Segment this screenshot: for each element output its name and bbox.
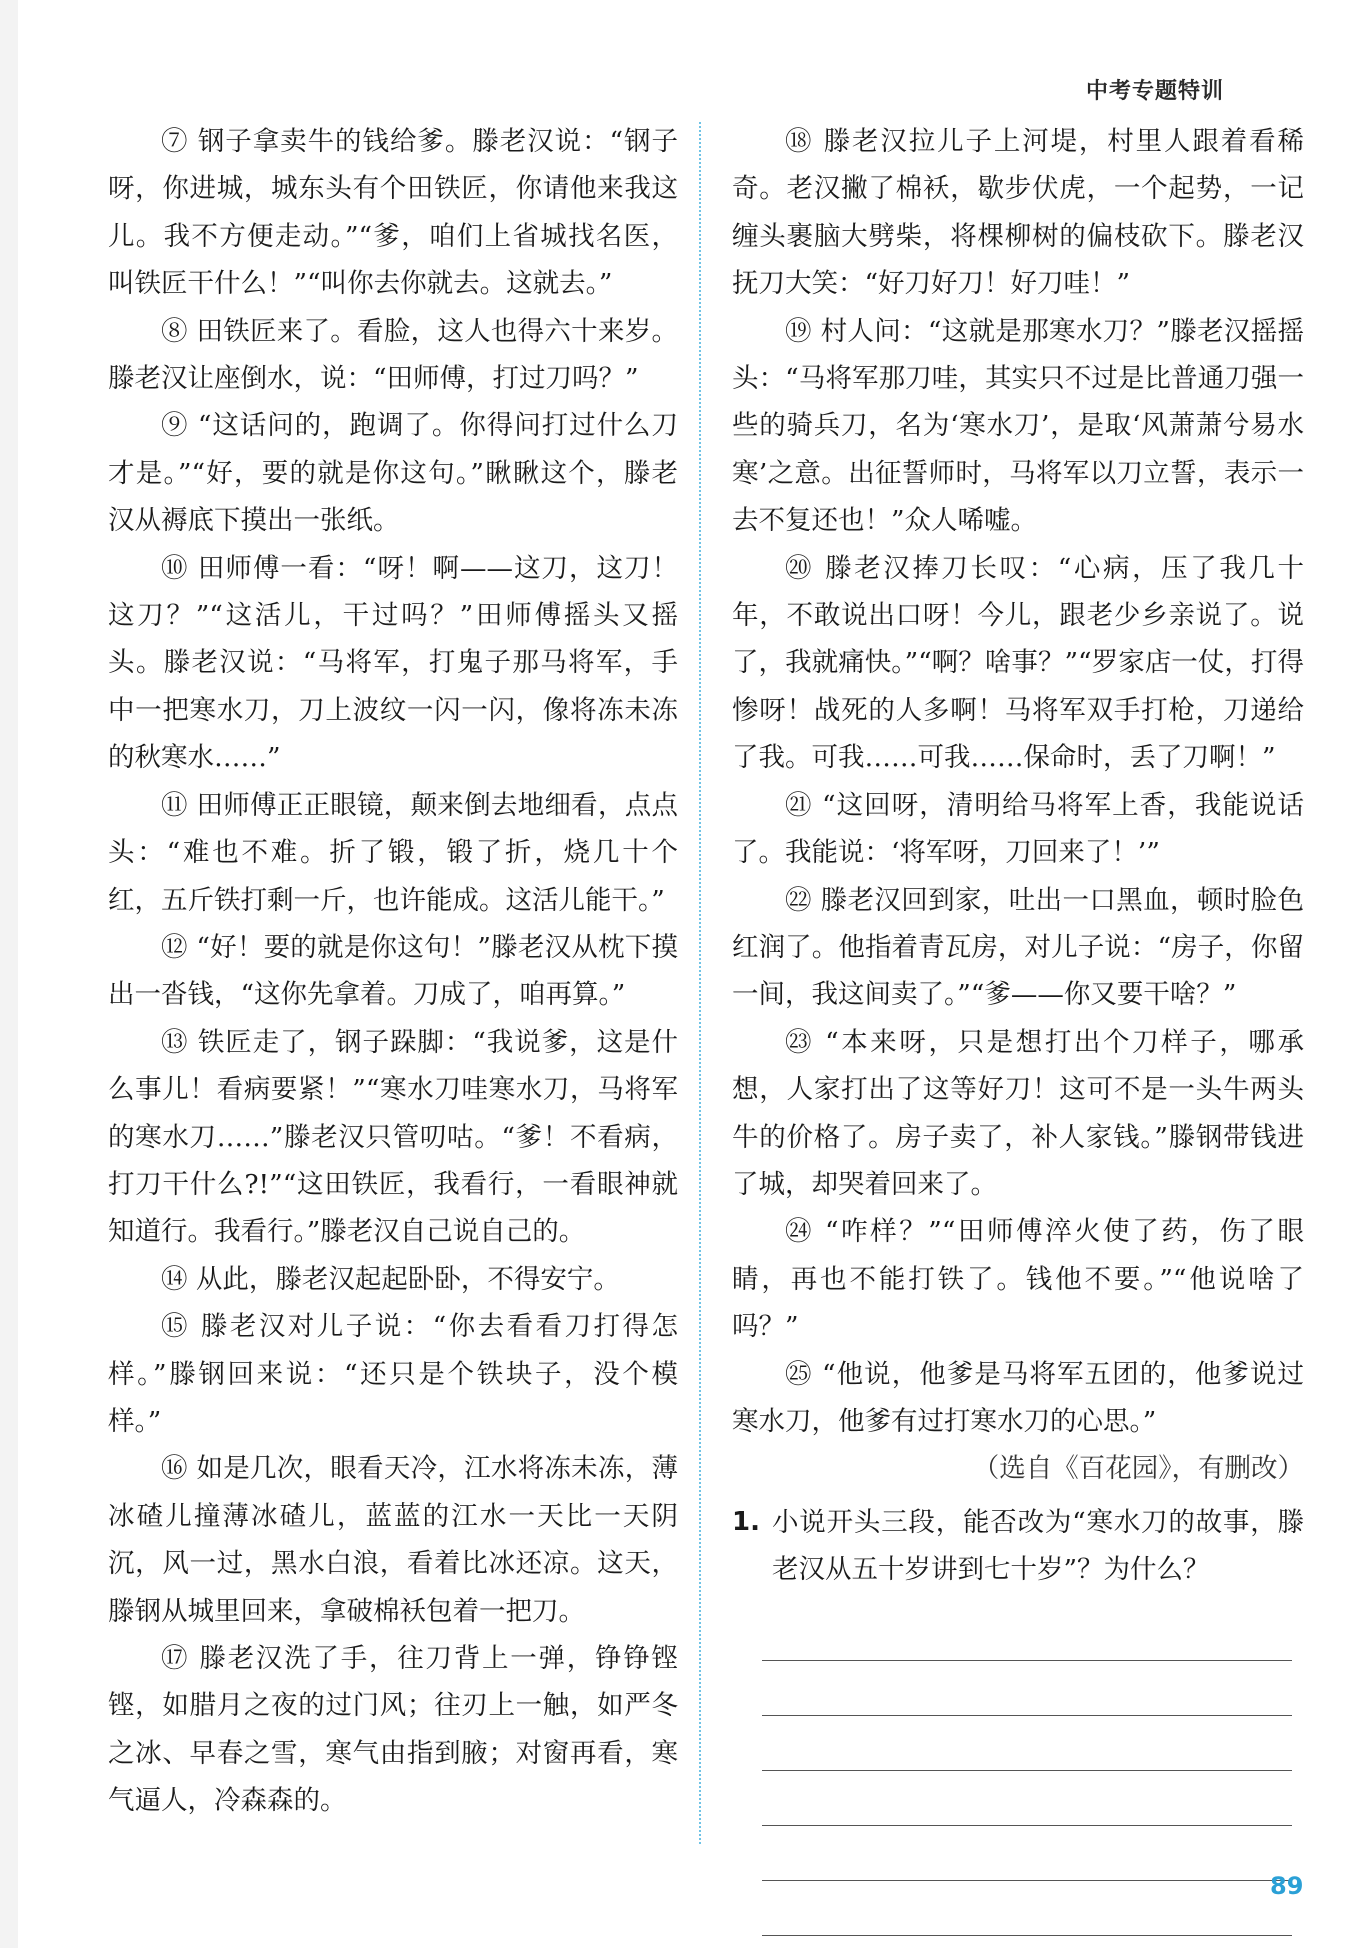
paragraph-12: ⑫ “好！要的就是你这句！”滕老汉从枕下摸出一沓钱，“这你先拿着。刀成了，咱再算。” bbox=[108, 931, 678, 1011]
paragraph-23: ㉓ “本来呀，只是想打出个刀样子，哪承想，人家打出了这等好刀！这可不是一头牛两头牛的价格了。房子卖了，补人家钱。”滕钢带钱进了城，却哭着回来了。 bbox=[732, 1026, 1304, 1200]
paragraph-21: ㉑ “这回呀，清明给马将军上香，我能说话了。我能说：‘将军呀，刀回来了！’” bbox=[732, 789, 1304, 869]
question-text: 小说开头三段，能否改为“寒水刀的故事，滕老汉从五十岁讲到七十岁”？为什么？ bbox=[772, 1506, 1304, 1586]
paragraph-10: ⑩ 田师傅一看：“呀！啊——这刀，这刀！这刀？”“这活儿，干过吗？”田师傅摇头又摇头。滕老汉说：“马将军，打鬼子那马将军，手中一把寒水刀，刀上波纹一闪一闪，像将冻未冻的秋寒水……” bbox=[108, 552, 678, 774]
question-number: 1. bbox=[732, 1506, 760, 1537]
question-1 bbox=[732, 1499, 1304, 1594]
source-citation: （选自《百花园》，有删改） bbox=[972, 1453, 1304, 1485]
paragraph-9: ⑨ “这话问的，跑调了。你得问打过什么刀才是。”“好，要的就是你这句。”瞅瞅这个，滕老汉从褥底下摸出一张纸。 bbox=[108, 410, 678, 537]
paragraph-19: ⑲ 村人问：“这就是那寒水刀？”滕老汉摇摇头：“马将军那刀哇，其实只不过是比普通刀强一些的骑兵刀，名为‘寒水刀’，是取‘风萧萧兮易水寒’之意。出征誓师时，马将军以刀立誓，表示一去不复还也！”众人唏嘘。 bbox=[732, 315, 1304, 537]
left-column bbox=[108, 118, 678, 1825]
paragraph-11: ⑪ 田师傅正正眼镜，颠来倒去地细看，点点头：“难也不难。折了锻，锻了折，烧几十个红，五斤铁打剩一斤，也许能成。这活儿能干。” bbox=[108, 789, 678, 916]
paragraph-17: ⑰ 滕老汉洗了手，往刀背上一弹，铮铮铿铿，如腊月之夜的过门风；往刃上一触，如严冬之冰、早春之雪，寒气由指到腋；对窗再看，寒气逼人，冷森森的。 bbox=[108, 1643, 678, 1817]
answer-line[interactable] bbox=[762, 1661, 1292, 1716]
answer-line[interactable] bbox=[762, 1881, 1292, 1936]
answer-line[interactable] bbox=[762, 1771, 1292, 1826]
answer-line[interactable] bbox=[762, 1606, 1292, 1661]
answer-line[interactable] bbox=[762, 1716, 1292, 1771]
paragraph-20: ⑳ 滕老汉捧刀长叹：“心病，压了我几十年，不敢说出口呀！今儿，跟老少乡亲说了。说了，我就痛快。”“啊？啥事？”“罗家店一仗，打得惨呀！战死的人多啊！马将军双手打枪，刀递给了我。可我……可我……保命时，丢了刀啊！” bbox=[732, 552, 1304, 774]
page bbox=[18, 0, 1350, 1948]
answer-area[interactable] bbox=[762, 1606, 1292, 1936]
answer-line[interactable] bbox=[762, 1826, 1292, 1881]
paragraph-22: ㉒ 滕老汉回到家，吐出一口黑血，顿时脸色红润了。他指着青瓦房，对儿子说：“房子，你留一间，我这间卖了。”“爹——你又要干啥？” bbox=[732, 884, 1304, 1011]
paragraph-13: ⑬ 铁匠走了，钢子跺脚：“我说爹，这是什么事儿！看病要紧！”“寒水刀哇寒水刀，马将军的寒水刀……”滕老汉只管叨咕。“爹！不看病，打刀干什么?!”“这田铁匠，我看行，一看眼神就知道行。我看行。”滕老汉自己说自己的。 bbox=[108, 1026, 678, 1248]
paragraph-14: ⑭ 从此，滕老汉起起卧卧，不得安宁。 bbox=[161, 1263, 620, 1295]
header-title: 中考专题特训 bbox=[1086, 79, 1225, 104]
paragraph-16: ⑯ 如是几次，眼看天冷，江水将冻未冻，薄冰碴儿撞薄冰碴儿，蓝蓝的江水一天比一天阴沉，风一过，黑水白浪，看着比冰还凉。这天，滕钢从城里回来，拿破棉袄包着一把刀。 bbox=[108, 1453, 678, 1627]
paragraph-8: ⑧ 田铁匠来了。看脸，这人也得六十来岁。滕老汉让座倒水，说：“田师傅，打过刀吗？” bbox=[108, 315, 678, 395]
paragraph-7: ⑦ 钢子拿卖牛的钱给爹。滕老汉说：“钢子呀，你进城，城东头有个田铁匠，你请他来我这儿。我不方便走动。”“爹，咱们上省城找名医，叫铁匠干什么！”“叫你去你就去。这就去。” bbox=[108, 126, 678, 300]
paragraph-24: ㉔ “咋样？”“田师傅淬火使了药，伤了眼睛，再也不能打铁了。钱他不要。”“他说啥了吗？” bbox=[732, 1216, 1304, 1343]
paragraph-25: ㉕ “他说，他爹是马将军五团的，他爹说过寒水刀，他爹有过打寒水刀的心思。” bbox=[732, 1358, 1304, 1437]
right-column bbox=[732, 118, 1304, 1936]
page-number: 89 bbox=[1270, 1872, 1304, 1900]
column-divider bbox=[699, 122, 701, 1844]
paragraph-18: ⑱ 滕老汉拉儿子上河堤，村里人跟着看稀奇。老汉撇了棉袄，歇步伏虎，一个起势，一记缠头裹脑大劈柴，将棵柳树的偏枝砍下。滕老汉抚刀大笑：“好刀好刀！好刀哇！” bbox=[732, 126, 1304, 300]
paragraph-15: ⑮ 滕老汉对儿子说：“你去看看刀打得怎样。”滕钢回来说：“还只是个铁块子，没个模样。” bbox=[108, 1311, 678, 1437]
